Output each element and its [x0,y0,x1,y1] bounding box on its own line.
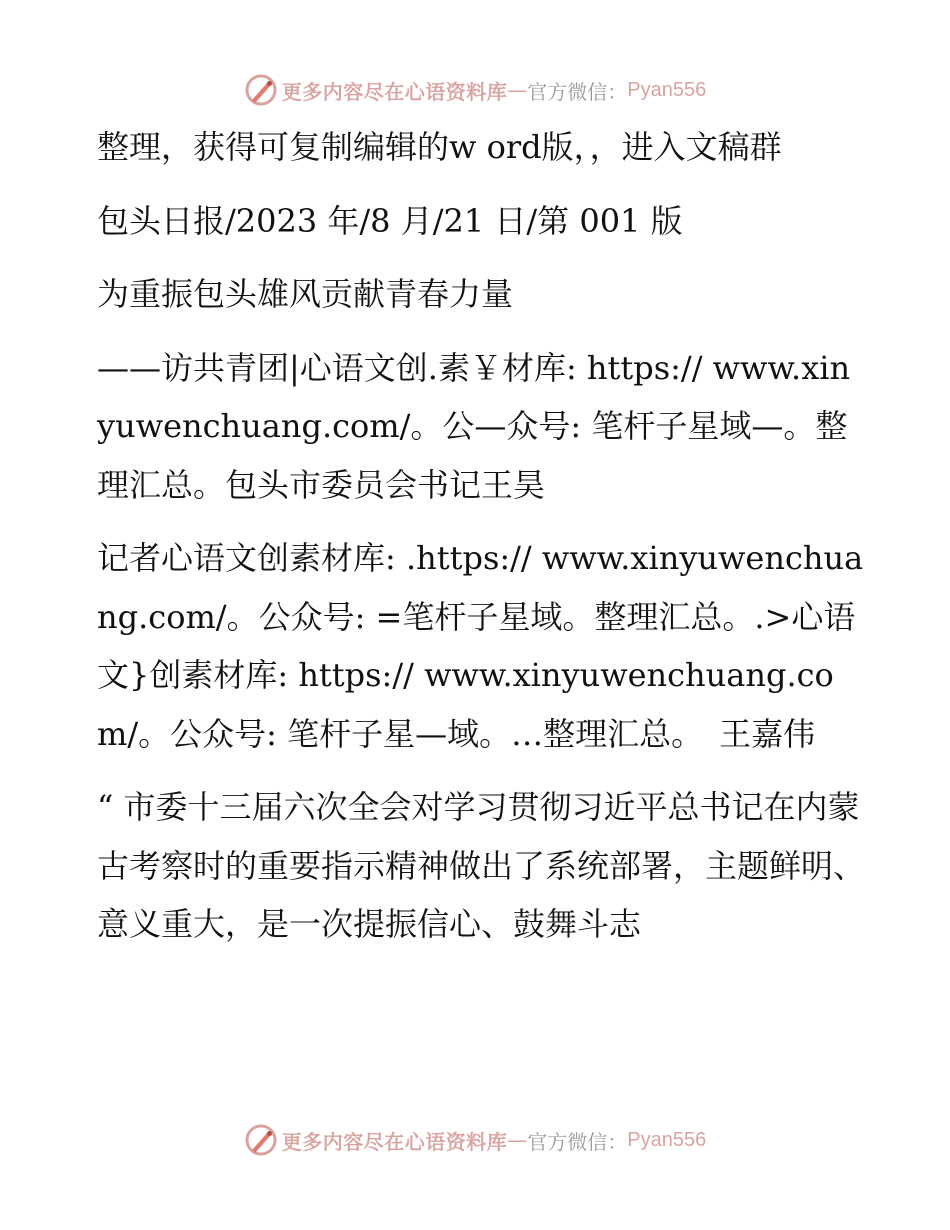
document-body [97,118,867,969]
pen-logo-icon [244,1123,278,1157]
banner-title: 更多内容尽在心语资料库 [281,1129,508,1154]
banner-label: 官方微信： [527,79,628,104]
banner-dash: — [507,1128,528,1152]
banner-dash: — [507,78,528,102]
paragraph-body: “ 市委十三届六次全会对学习贯彻习近平总书记在内蒙古考察时的重要指示精神做出了系统部署，主题鲜明、意义重大，是一次提振信心、鼓舞斗志 [97,788,866,943]
footer-watermark-banner [0,1120,950,1160]
banner-title: 更多内容尽在心语资料库 [281,79,508,104]
banner-account: Pyan556 [627,1128,707,1151]
paragraph-byline: 记者心语文创素材库: .https:// www.xinyuwenchuang.com/。公众号: =笔杆子星域。整理汇总。.>心语文}创素材库: https:// www.xinyuwenchuang.com/。公众号: 笔杆子星—域。…整理汇总。 王嘉伟 [97,539,864,753]
banner-label: 官方微信： [527,1129,628,1154]
header-watermark-banner [0,70,950,110]
banner-account: Pyan556 [627,78,707,101]
pen-logo-icon [244,73,278,107]
paragraph-source: 包头日报/2023 年/8 月/21 日/第 001 版 [97,201,683,240]
paragraph-subheadline: ——访共青团|心语文创.素￥材库: https:// www.xinyuwenchuang.com/。公—众号: 笔杆子星域—。整理汇总。包头市委员会书记王昊 [97,348,851,504]
paragraph-headline: 为重振包头雄风贡献青春力量 [97,275,514,313]
paragraph-intro: 整理，获得可复制编辑的w ord版，，进入文稿群 [97,128,782,166]
